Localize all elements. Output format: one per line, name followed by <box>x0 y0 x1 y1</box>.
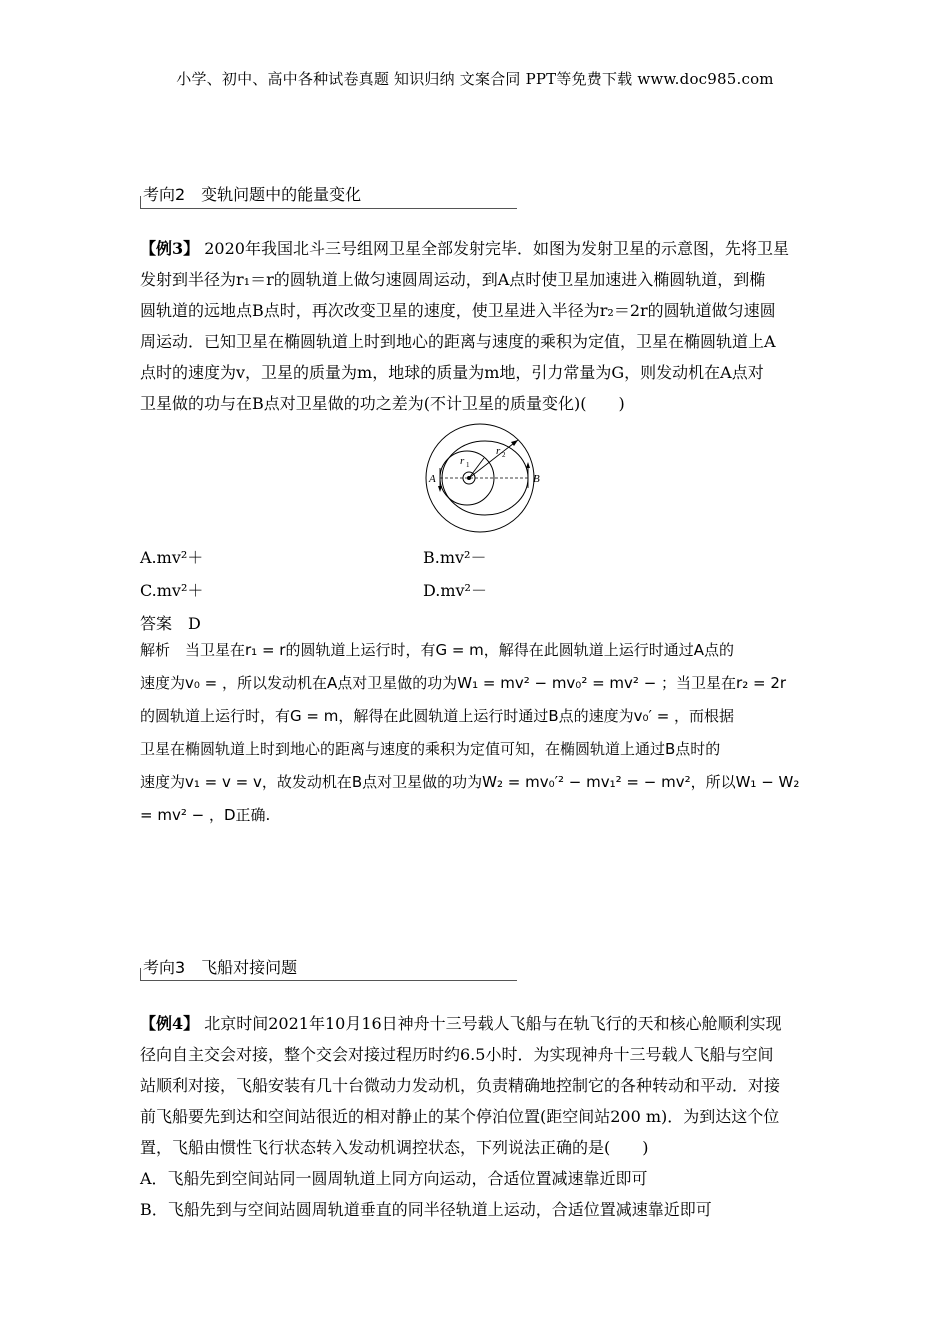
solution-line-5: 速度为v₁ = v = v，故发动机在B点对卫星做的功为W₂ = mv₀′² − mv₁² = − mv²，所以W₁ − W₂ <box>140 773 800 791</box>
section-title-2: 考向2 变轨问题中的能量变化 <box>143 185 362 204</box>
solution <box>140 634 816 832</box>
section-title-3: 考向3 飞船对接问题 <box>143 958 298 977</box>
example-3-line-6: 卫星做的功与在B点对卫星做的功之差为(不计卫星的质量变化)( ) <box>140 394 625 413</box>
page-header: 小学、初中、高中各种试卷真题 知识归纳 文案合同 PPT等免费下载 www.doc985.com <box>176 70 774 88</box>
example-4-line-1 <box>140 1008 816 1039</box>
example-4-line-4: 前飞船要先到达和空间站很近的相对静止的某个停泊位置(距空间站200 m)．为到达这个位 <box>140 1107 780 1126</box>
example-3-line-3: 圆轨道的远地点B点时，再次改变卫星的速度，使卫星进入半径为r₂＝2r的圆轨道做匀速圆 <box>140 301 776 320</box>
example-4-option-b: B．飞船先到与空间站圆周轨道垂直的同半径轨道上运动，合适位置减速靠近即可 <box>140 1200 712 1219</box>
option-c: C.mv²＋ <box>140 581 204 600</box>
option-d: D.mv²－ <box>423 581 487 600</box>
label-r1-sub: 1 <box>466 461 470 469</box>
example-3-line-2: 发射到半径为r₁＝r的圆轨道上做匀速圆周运动，到A点时使卫星加速进入椭圆轨道，到椭 <box>140 270 766 289</box>
example-4-line-3: 站顺利对接，飞船安装有几十台微动力发动机，负责精确地控制它的各种转动和平动．对接 <box>140 1076 781 1095</box>
velocity-arrowhead-a <box>438 486 442 492</box>
solution-line-4: 卫星在椭圆轨道上时到地心的距离与速度的乘积为定值可知，在椭圆轨道上通过B点时的 <box>140 740 721 758</box>
solution-line-2: 速度为v₀ = ，所以发动机在A点对卫星做的功为W₁ = mv² − mv₀² = mv² − ；当卫星在r₂ = 2r <box>140 674 787 692</box>
velocity-arrowhead-b <box>526 462 530 468</box>
example-4-line-1-text: 北京时间2021年10月16日神舟十三号载人飞船与在轨飞行的天和核心舱顺利实现 <box>204 1014 782 1033</box>
label-r2-sub: 2 <box>502 451 506 459</box>
example-3-line-5: 点时的速度为v，卫星的质量为m，地球的质量为m地，引力常量为G，则发动机在A点对 <box>140 363 764 382</box>
example-3-line-1 <box>140 233 816 264</box>
orbit-diagram <box>410 422 550 538</box>
example-3-tag: 【例3】 <box>140 239 200 258</box>
solution-line-1: 解析 当卫星在r₁ = r的圆轨道上运行时，有G = m，解得在此圆轨道上运行时通过A点的 <box>140 641 735 659</box>
solution-line-6: = mv² − ，D正确. <box>140 806 271 824</box>
example-4-tag: 【例4】 <box>140 1014 200 1033</box>
solution-line-3: 的圆轨道上运行时，有G = m，解得在此圆轨道上运行时通过B点的速度为v₀′ = ，而根据 <box>140 707 735 725</box>
example-3-line-4: 周运动．已知卫星在椭圆轨道上时到地心的距离与速度的乘积为定值，卫星在椭圆轨道上A <box>140 332 776 351</box>
label-r1: r <box>460 455 465 467</box>
section-rule-2 <box>140 196 517 209</box>
example-3-line-1-text: 2020年我国北斗三号组网卫星全部发射完毕．如图为发射卫星的示意图，先将卫星 <box>204 239 789 258</box>
label-r2: r <box>496 445 501 457</box>
option-a: A.mv²＋ <box>140 548 204 567</box>
example-3-question <box>140 233 816 419</box>
example-4-question <box>140 1008 816 1225</box>
example-4-line-5: 置，飞船由惯性飞行状态转入发动机调控状态，下列说法正确的是( ) <box>140 1138 649 1157</box>
example-4-option-a: A．飞船先到空间站同一圆周轨道上同方向运动，合适位置减速靠近即可 <box>140 1169 648 1188</box>
example-4-line-2: 径向自主交会对接，整个交会对接过程历时约6.5小时．为实现神舟十三号载人飞船与空间 <box>140 1045 774 1064</box>
section-rule-3 <box>140 968 517 981</box>
option-b: B.mv²－ <box>423 548 487 567</box>
label-b: B <box>533 473 540 485</box>
answer: 答案 D <box>140 614 201 633</box>
label-a: A <box>429 473 436 485</box>
